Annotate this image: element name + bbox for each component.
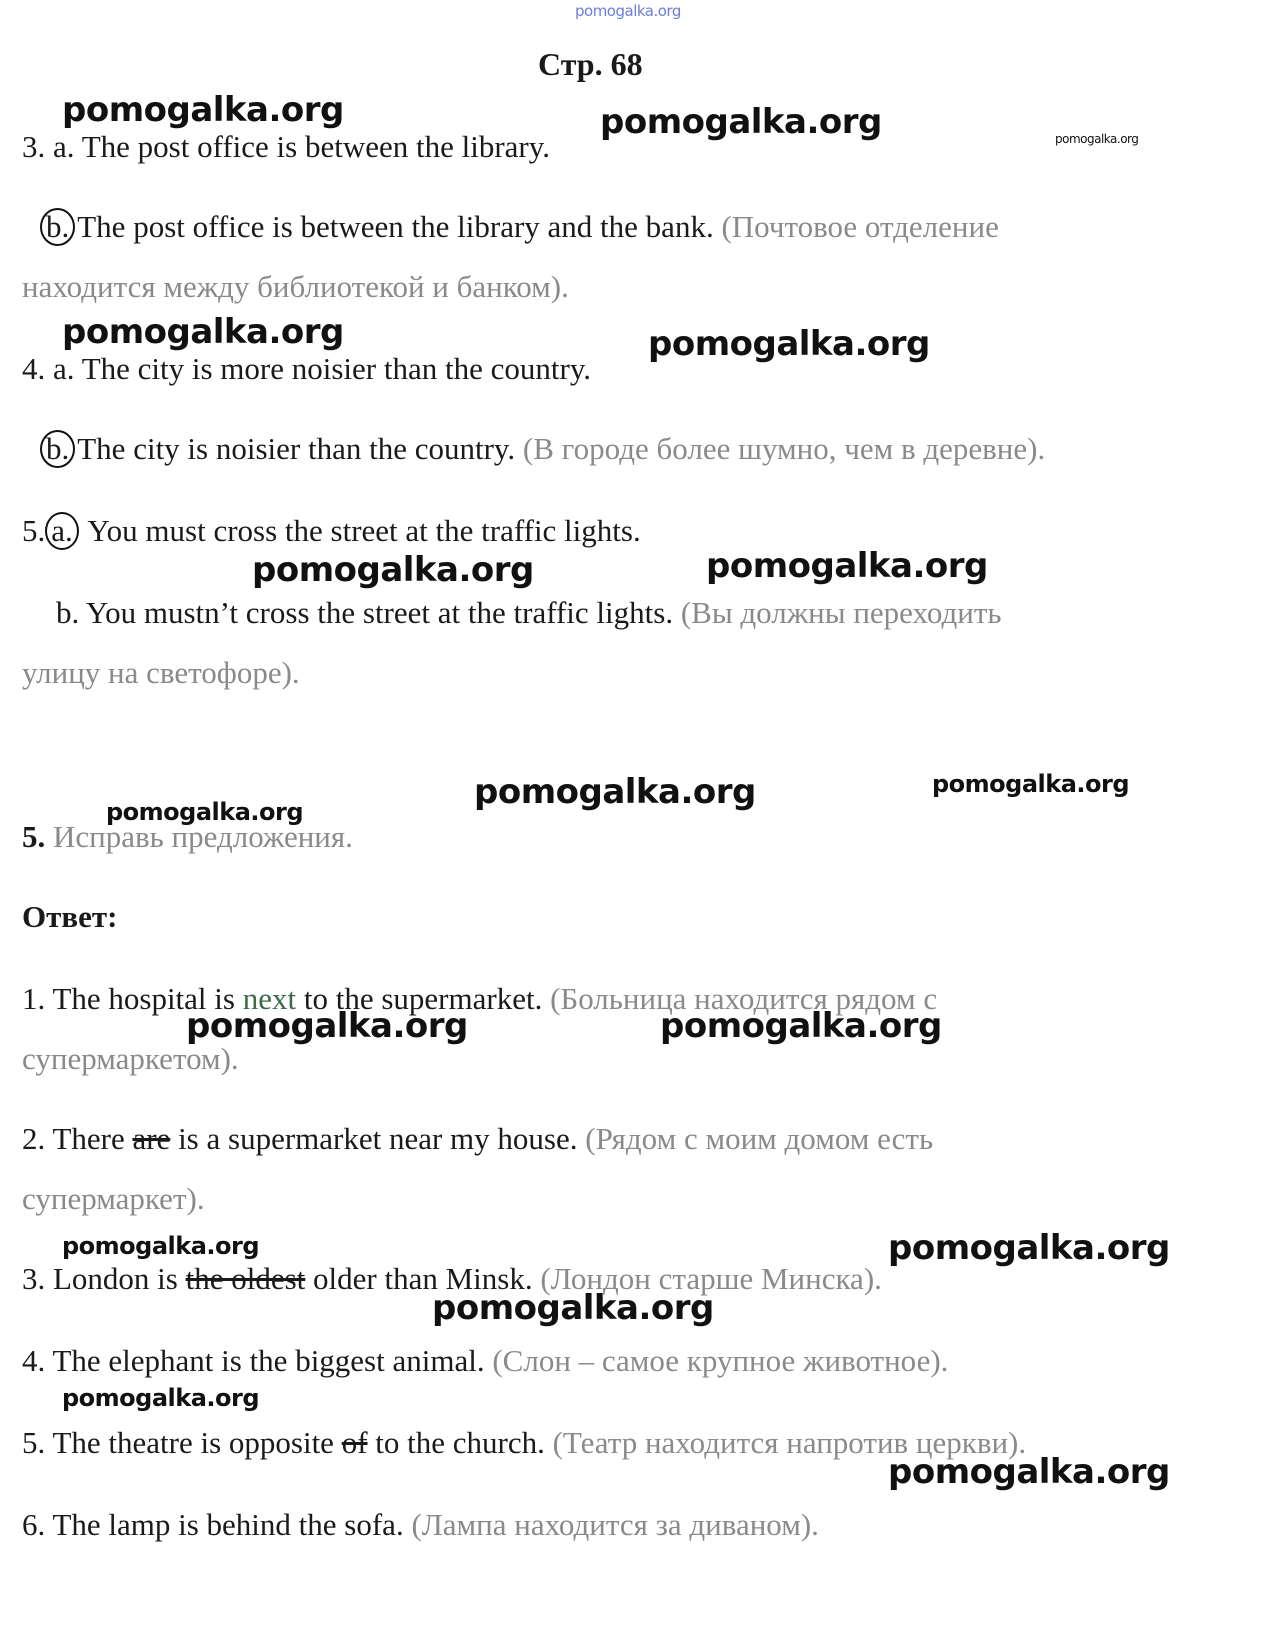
answer-6-en: 6. The lamp is behind the sofa. <box>22 1507 404 1542</box>
sentence-5a-en: You must cross the street at the traffic lights. <box>87 513 641 548</box>
sentence-4b-ru: (В городе более шумно, чем в деревне). <box>522 431 1046 466</box>
watermark: pomogalka.org <box>62 312 344 352</box>
answer-6-ru: (Лампа находится за диваном). <box>411 1507 819 1542</box>
answer-5-ru: (Театр находится напротив церкви). <box>552 1425 1027 1460</box>
answer-3-rest: older than Minsk. <box>313 1261 533 1296</box>
watermark: pomogalka.org <box>62 1384 260 1412</box>
watermark: pomogalka.org <box>1055 132 1139 146</box>
sentence-5a <box>22 512 641 550</box>
answer-1-to: to <box>303 981 328 1016</box>
sentence-3b-ru: (Почтовое отделение <box>721 209 999 244</box>
circled-marker: a. <box>45 512 79 550</box>
watermark: pomogalka.org <box>106 798 304 826</box>
watermark: pomogalka.org <box>888 1228 1170 1268</box>
sentence-5-number: 5. <box>22 513 46 548</box>
sentence-5b-en: b. You mustn’t cross the street at the traffic lights. <box>56 595 674 630</box>
watermark: pomogalka.org <box>932 770 1130 798</box>
watermark: pomogalka.org <box>62 90 344 130</box>
sentence-3b <box>40 208 999 246</box>
answer-4-ru: (Слон – самое крупное животное). <box>492 1343 949 1378</box>
answer-2-ru: (Рядом с моим домом есть <box>585 1121 934 1156</box>
answer-2 <box>22 1120 933 1158</box>
answer-4-en: 4. The elephant is the biggest animal. <box>22 1343 485 1378</box>
answer-1-next: next <box>242 981 297 1016</box>
watermark: pomogalka.org <box>474 772 756 812</box>
watermark: pomogalka.org <box>432 1288 714 1328</box>
sentence-3a: 3. a. The post office is between the library. <box>22 129 550 164</box>
answer-3-strike: the oldest <box>185 1261 306 1296</box>
watermark: pomogalka.org <box>888 1452 1170 1492</box>
sentence-4a: 4. a. The city is more noisier than the country. <box>22 351 592 386</box>
watermark: pomogalka.org <box>62 1232 260 1260</box>
answer-3-ru: (Лондон старше Минска). <box>540 1261 882 1296</box>
answer-4 <box>22 1342 948 1380</box>
answer-1-ru-cont: супермаркетом). <box>22 1041 239 1076</box>
answer-2-ru-cont: супермаркет). <box>22 1181 205 1216</box>
watermark: pomogalka.org <box>600 102 882 142</box>
watermark: pomogalka.org <box>648 324 930 364</box>
answer-2-rest: is a supermarket near my house. <box>178 1121 578 1156</box>
task-number: 5. <box>22 819 46 854</box>
sentence-3b-en: The post office is between the library and the bank. <box>77 209 714 244</box>
answer-5-strike: of <box>341 1425 368 1460</box>
sentence-4b-en: The city is noisier than the country. <box>77 431 516 466</box>
answer-5 <box>22 1424 1026 1462</box>
answer-6 <box>22 1506 819 1544</box>
answer-1-rest: the supermarket. <box>335 981 543 1016</box>
answer-1-start: 1. The hospital is <box>22 981 235 1016</box>
sentence-4b <box>40 430 1045 468</box>
sentence-5b-ru: (Вы должны переходить <box>680 595 1002 630</box>
watermark: pomogalka.org <box>252 550 534 590</box>
page-title: Стр. 68 <box>538 46 643 82</box>
watermark: pomogalka.org <box>706 546 988 586</box>
watermark: pomogalka.org <box>660 1006 942 1046</box>
task-heading <box>22 818 353 856</box>
answer-1-ru: (Больница находится рядом с <box>550 981 938 1016</box>
answer-5-rest: to the church. <box>375 1425 545 1460</box>
sentence-3b-ru-cont: находится между библиотекой и банком). <box>22 269 569 304</box>
circled-marker: b. <box>40 430 75 468</box>
answer-label: Ответ: <box>22 899 118 934</box>
task-text: Исправь предложения. <box>53 819 353 854</box>
watermark-top: pomogalka.org <box>575 2 681 20</box>
watermark: pomogalka.org <box>186 1006 468 1046</box>
circled-marker: b. <box>40 208 75 246</box>
answer-2-strike: are <box>132 1121 171 1156</box>
sentence-5b-ru-cont: улицу на светофоре). <box>22 655 300 690</box>
answer-5-start: 5. The theatre is opposite <box>22 1425 334 1460</box>
answer-2-start: 2. There <box>22 1121 125 1156</box>
answer-3-start: 3. London is <box>22 1261 178 1296</box>
sentence-5b <box>56 594 1002 632</box>
